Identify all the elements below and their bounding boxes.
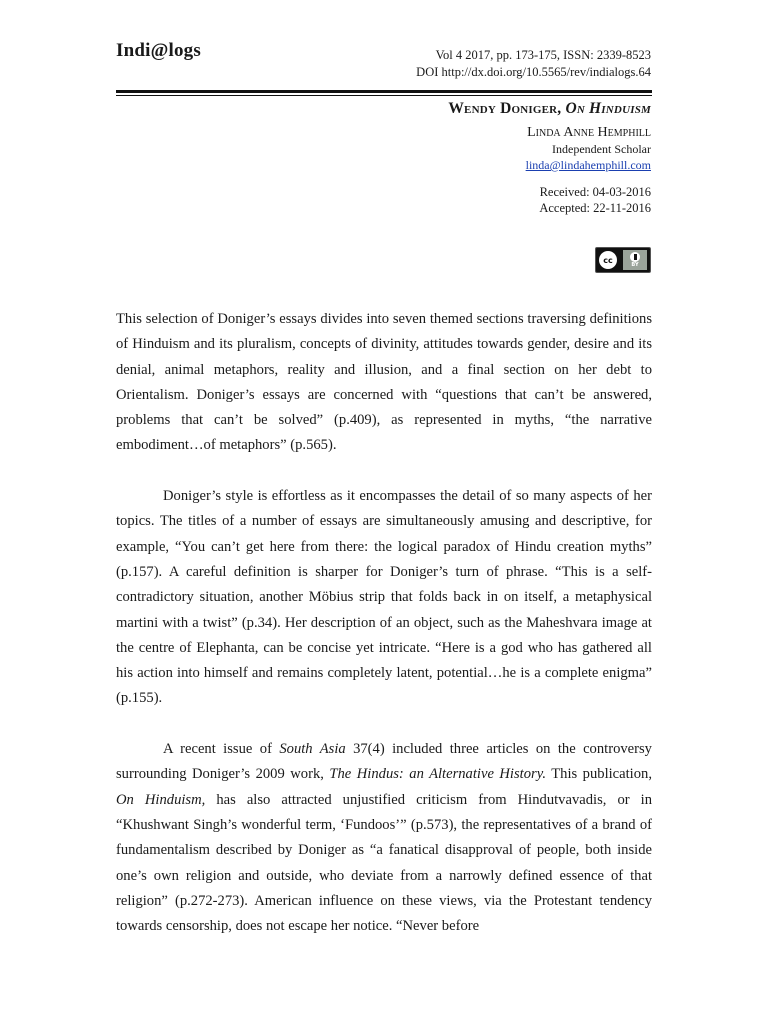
paragraph-3 [116, 737, 652, 939]
doi-info: DOI http://dx.doi.org/10.5565/rev/indialogs.64 [416, 65, 651, 79]
author-affiliation: Independent Scholar [552, 142, 651, 156]
received-date: Received: 04-03-2016 [539, 185, 651, 199]
publication-meta [416, 47, 651, 81]
dates-block [539, 184, 651, 216]
p3-text-c: 37(4) included three articles on the controversy surrounding Doniger’s 2009 work, [116, 741, 652, 783]
p3-text-a: A recent issue of [163, 741, 280, 758]
p3-text-e: This publication, [546, 766, 652, 783]
author-name: Linda Anne Hemphill [527, 125, 651, 140]
paragraph-1: This selection of Doniger’s essays divides into seven themed sections traversing definitions of Hinduism and its pluralism, concepts of divinity, attitudes towards gender, desire and its denial, animal metaphors, reality and illusion, and a final section on her debt to Orientalism. Doniger’s essays are concerned with “questions that can’t be answered, problems that can’t be solved” (p.409), as represented in myths, “the narrative embodiment…of metaphors” (p.565). [116, 311, 652, 454]
p3-journal-title: South Asia [279, 741, 346, 758]
journal-name: Indi@logs [116, 40, 201, 61]
creative-commons-by-icon[interactable] [595, 247, 651, 273]
paragraph-2: Doniger’s style is effortless as it encompasses the detail of so many aspects of her topics. The titles of a number of essays are simultaneously amusing and descriptive, for example, “You can’t get here from there: the logical paradox of Hindu creation myths” (p.157). A careful definition is sharper for Doniger’s turn of phrase. “This is a self-contradictory situation, another Möbius strip that folds back in on itself, a metaphysical martini with a twist” (p.34). Her description of an object, such as the Maheshvara image at the centre of Elephanta, can be concise yet intricate. “Here is a god who has gathered all his action into himself and remains completely latent, potential…he is a complete enigma” (p.155). [116, 488, 652, 707]
by-label: BY [631, 261, 639, 268]
p3-book-title-2: On Hinduism, [116, 791, 206, 808]
article-title [448, 100, 651, 118]
p3-book-title: The Hindus: an Alternative History. [329, 766, 547, 783]
header-rule [116, 90, 652, 96]
person-icon [630, 252, 640, 262]
by-attribution-icon [623, 250, 647, 270]
title-book: On Hinduism [565, 100, 651, 117]
cc-icon: cc [599, 251, 617, 269]
title-author: Wendy Doniger, [448, 100, 566, 117]
volume-info: Vol 4 2017, pp. 173-175, ISSN: 2339-8523 [435, 48, 651, 62]
article-body [116, 307, 652, 965]
author-block [526, 125, 651, 173]
accepted-date: Accepted: 22-11-2016 [539, 201, 651, 215]
p3-text-g: has also attracted unjustified criticism from Hindutvavadis, or in “Khushwant Singh’s wonderful term, ‘Fundoos’” (p.573), the representatives of a brand of fundamentalism described by Doniger as “a fanatical disapproval of people, both inside one’s own religion and outside, who deviate from a narrowly defined essence of that religion” (p.272-273). American influence on these views, via the Protestant tendency towards censorship, does not escape her notice. “Never before [116, 791, 652, 935]
author-email-link[interactable]: linda@lindahemphill.com [525, 158, 651, 172]
